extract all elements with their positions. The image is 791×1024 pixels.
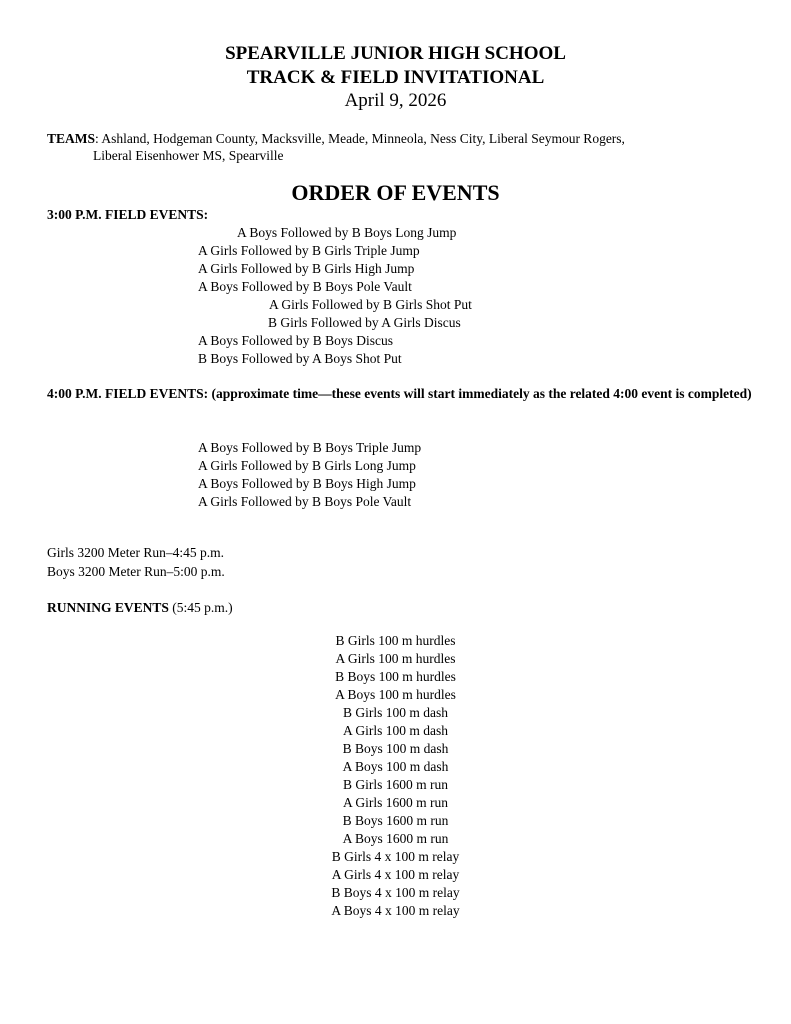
field-3pm-event: B Girls Followed by A Girls Discus [268, 315, 461, 330]
running-event: B Boys 100 m hurdles [335, 669, 456, 684]
running-event: B Girls 100 m hurdles [335, 633, 456, 648]
field-3pm-event: A Girls Followed by B Girls High Jump [198, 261, 415, 276]
running-events-list [0, 632, 791, 920]
teams-line-2: Liberal Eisenhower MS, Spearville [93, 148, 284, 163]
running-event: B Girls 4 x 100 m relay [331, 849, 460, 864]
girls-3200-run: Girls 3200 Meter Run–4:45 p.m. [47, 545, 224, 560]
field-3pm-event: B Boys Followed by A Boys Shot Put [198, 351, 402, 366]
running-event: A Boys 100 m dash [342, 759, 449, 774]
running-event: A Girls 4 x 100 m relay [331, 867, 460, 882]
field-3pm-event: A Boys Followed by B Boys Pole Vault [198, 279, 412, 294]
school-title: SPEARVILLE JUNIOR HIGH SCHOOL [225, 43, 566, 64]
running-event: B Girls 1600 m run [342, 777, 448, 792]
teams-label: TEAMS [47, 131, 96, 146]
field-3pm-event: A Girls Followed by B Girls Shot Put [269, 297, 472, 312]
field-4pm-event: A Boys Followed by B Boys Triple Jump [198, 440, 422, 455]
field-4pm-heading: 4:00 P.M. FIELD EVENTS: (approximate time—these events will start immediately as the related 4:00 event is completed) [47, 386, 752, 401]
teams-block [47, 130, 625, 164]
running-event: B Girls 100 m dash [342, 705, 448, 720]
field-3pm-heading: 3:00 P.M. FIELD EVENTS: [47, 207, 209, 222]
running-event: B Boys 1600 m run [342, 813, 449, 828]
running-event: A Boys 100 m hurdles [335, 687, 456, 702]
running-event: A Girls 100 m dash [342, 723, 448, 738]
running-event: A Boys 4 x 100 m relay [331, 903, 460, 918]
running-event: A Girls 100 m hurdles [335, 651, 456, 666]
field-3pm-event: A Boys Followed by B Boys Discus [198, 333, 394, 348]
running-event: A Boys 1600 m run [342, 831, 449, 846]
field-3pm-event: A Boys Followed by B Boys Long Jump [237, 225, 457, 240]
field-4pm-event: A Girls Followed by B Girls Long Jump [198, 458, 416, 473]
running-event: B Boys 4 x 100 m relay [331, 885, 460, 900]
teams-line-1: : Ashland, Hodgeman County, Macksville, Meade, Minneola, Ness City, Liberal Seymour Rogers, [95, 131, 625, 146]
running-events-heading [47, 599, 233, 617]
boys-3200-run: Boys 3200 Meter Run–5:00 p.m. [47, 564, 225, 579]
event-title: TRACK & FIELD INVITATIONAL [246, 67, 545, 88]
running-events-time: (5:45 p.m.) [168, 600, 233, 615]
field-3pm-event: A Girls Followed by B Girls Triple Jump [198, 243, 420, 258]
running-event: A Girls 1600 m run [342, 795, 448, 810]
field-4pm-event: A Girls Followed by B Boys Pole Vault [198, 494, 412, 509]
event-date: April 9, 2026 [344, 90, 447, 111]
running-events-label: RUNNING EVENTS [47, 600, 169, 615]
running-event: B Boys 100 m dash [342, 741, 449, 756]
field-4pm-event: A Boys Followed by B Boys High Jump [198, 476, 416, 491]
order-of-events-title: ORDER OF EVENTS [291, 180, 500, 205]
